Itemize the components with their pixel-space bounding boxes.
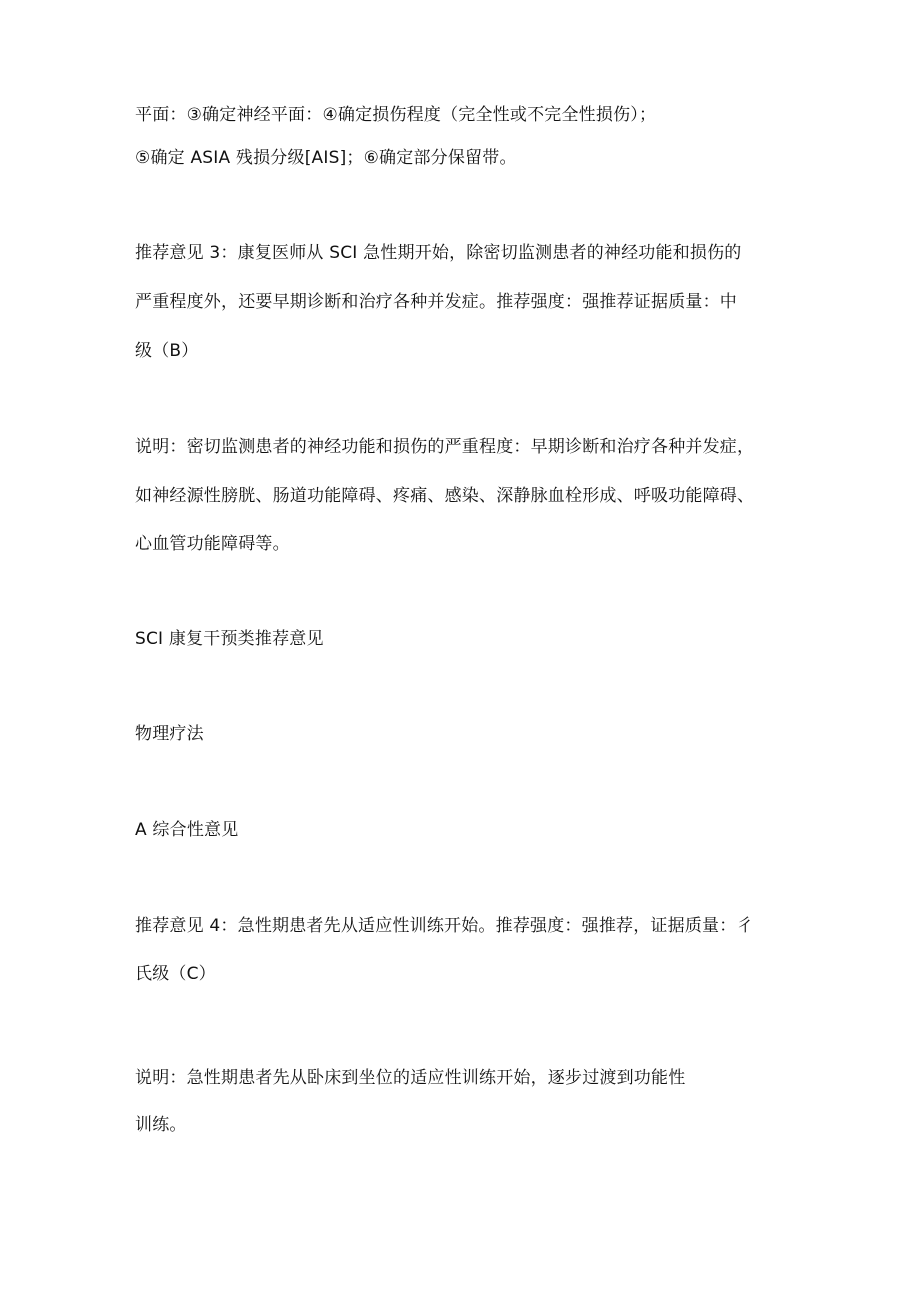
explanation-paragraph: 说明：急性期患者先从卧床到坐位的适应性训练开始，逐步过渡到功能性 bbox=[135, 1068, 686, 1088]
recommendation-3-heading: 推荐意见 3：康复医师从 SCI 急性期开始，除密切监测患者的神经功能和损伤的 bbox=[135, 243, 742, 263]
subsection-heading: A 综合性意见 bbox=[135, 820, 239, 840]
text-line: 训练。 bbox=[135, 1115, 187, 1135]
text-line: 严重程度外，还要早期诊断和治疗各种并发症。推荐强度：强推荐证据质量：中 bbox=[135, 292, 737, 312]
text-line: ⑤确定 ASIA 残损分级[AIS]；⑥确定部分保留带。 bbox=[135, 148, 517, 168]
section-heading: SCI 康复干预类推荐意见 bbox=[135, 629, 324, 649]
text-line: 级（B） bbox=[135, 341, 199, 361]
text-line: 心血管功能障碍等。 bbox=[135, 534, 290, 554]
subsection-heading: 物理疗法 bbox=[135, 724, 204, 744]
text-line: 平面：③确定神经平面：④确定损伤程度（完全性或不完全性损伤）； bbox=[135, 105, 657, 125]
text-line: 如神经源性膀胱、肠道功能障碍、疼痛、感染、深静脉血栓形成、呼吸功能障碍、 bbox=[135, 486, 755, 506]
text-line: 氏级（C） bbox=[135, 964, 216, 984]
recommendation-4-heading: 推荐意见 4：急性期患者先从适应性训练开始。推荐强度：强推荐，证据质量：彳 bbox=[135, 916, 754, 936]
explanation-paragraph: 说明：密切监测患者的神经功能和损伤的严重程度：早期诊断和治疗各种并发症， bbox=[135, 437, 755, 457]
